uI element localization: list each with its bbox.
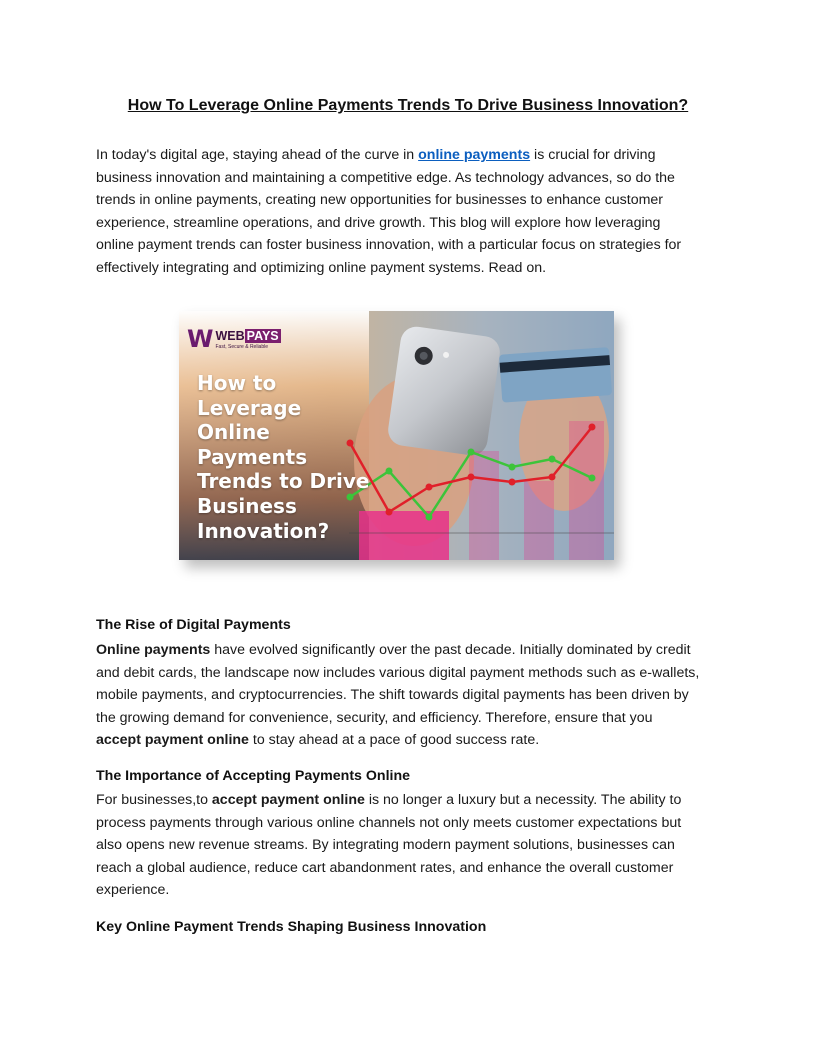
intro-line: online payment trends can foster business innovation, with a particular focus on strategies for (96, 237, 682, 253)
hero-image (179, 311, 614, 560)
intro-line: experience, streamline operations, and drive growth. This blog will explore how leveraging (96, 214, 661, 231)
page-title: How To Leverage Online Payments Trends To Drive Business Innovation? (127, 97, 689, 114)
section-heading-trends: Key Online Payment Trends Shaping Business Innovation (96, 919, 487, 935)
logo-mark: W (187, 325, 214, 353)
hero-headline: How to Leverage Online Payments Trends to Drive Business Innovation? (197, 371, 370, 543)
importance-paragraph: For businesses,to accept payment online is no longer a luxury but a necessity. The ability to process payments through various online channels not only meets customer expectations but also opens new revenue streams. By integrating modern payment solutions, businesses can reach a global audience, reduce cart abandonment rates, and enhance the overall customer experience. (96, 792, 682, 898)
accept-payment-bold: accept payment online (96, 732, 249, 748)
online-payments-link[interactable]: online payments (418, 147, 531, 163)
section-heading-rise: The Rise of Digital Payments (96, 617, 291, 633)
logo-tagline: Fast, Secure & Reliable (215, 343, 269, 350)
intro-line: trends in online payments, creating new opportunities for businesses to enhance customer (96, 192, 664, 208)
credit-card-illustration (499, 347, 612, 403)
intro-line: effectively integrating and optimizing online payment systems. Read on. (96, 259, 547, 276)
logo-text-web: WEB (215, 328, 245, 343)
section-heading-importance: The Importance of Accepting Payments Online (96, 768, 411, 784)
intro-line-1: In today's digital age, staying ahead of the curve in online payments is crucial for driving (96, 147, 656, 163)
intro-line: business innovation and maintaining a competitive edge. As technology advances, so do the (96, 169, 675, 186)
rise-paragraph: Online payments have evolved significantly over the past decade. Initially dominated by credit and debit cards, the landscape now includes various digital payment methods such as e-wallets, mobile payments, and cryptocurrencies. The shift towards digital payments has been driven by the growing demand for convenience, security, and efficiency. Therefore, ensure that you accept payment online to stay ahead at a pace of good success rate. (96, 642, 700, 748)
logo-text-pays: PAYS (246, 328, 279, 343)
intro-paragraph (96, 144, 722, 279)
online-payments-bold: Online payments (96, 642, 211, 658)
webpays-logo (187, 327, 281, 351)
accept-payment-bold: accept payment online (211, 792, 365, 808)
